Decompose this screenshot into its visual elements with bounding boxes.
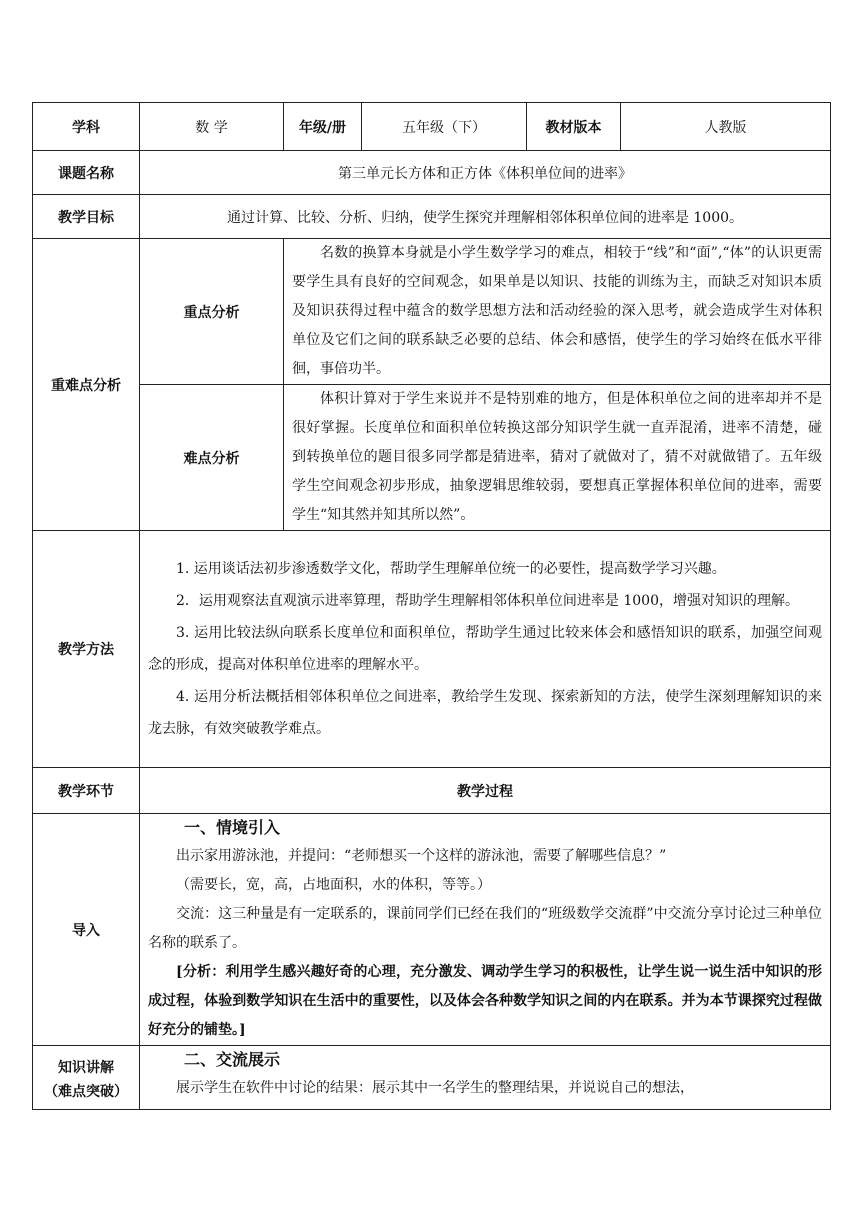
knowledge-paragraph: 展示学生在软件中讨论的结果：展示其中一名学生的整理结果，并说说自己的想法，: [176, 1080, 694, 1096]
edition-value: 人教版: [621, 103, 831, 151]
intro-heading: 一、情境引入: [184, 818, 281, 837]
subject-label: 学科: [33, 103, 140, 151]
intro-paragraph: 交流：这三种量是有一定联系的，课前同学们已经在我们的“班级数学交流群”中交流分享讨论过三种单位名称的联系了。: [148, 906, 822, 951]
knowledge-heading: 二、交流展示: [184, 1050, 281, 1069]
analysis-label: 重难点分析: [33, 239, 140, 531]
key-analysis-label: 重点分析: [140, 239, 284, 385]
difficulty-analysis-text: 体积计算对于学生来说并不是特别难的地方，但是体积单位之间的进率却并不是很好掌握。长度单位和面积单位转换这部分知识学生就一直弄混淆，进率不清楚，碰到转换单位的题目很多同学都是猜进率，猜对了就做对了，猜不对就做错了。五年级学生空间观念初步形成，抽象逻辑思维较弱，要想真正掌握体积单位间的进率，需要学生“知其然并知其所以然”。: [292, 391, 822, 523]
method-item: 2．运用观察法直观演示进率算理，帮助学生理解相邻体积单位间进率是 1000，增强对知识的理解。: [176, 593, 799, 609]
goal-label: 教学目标: [33, 195, 140, 239]
lesson-plan-table: [32, 102, 831, 1110]
subject-value: 数 学: [140, 103, 284, 151]
intro-analysis-note: [分析：利用学生感兴趣好奇的心理，充分激发、调动学生学习的积极性，让学生说一说生活中知识的形成过程，体验到数学知识在生活中的重要性，以及体会各种数学知识之间的内在联系。并为本节课探究过程做好充分的铺垫。]: [148, 964, 822, 1038]
info-row: [33, 103, 831, 151]
knowledge-row: [33, 1046, 831, 1110]
grade-label: 年级/册: [284, 103, 362, 151]
knowledge-sublabel: （难点突破）: [44, 1084, 128, 1100]
intro-label: 导入: [33, 814, 140, 1046]
method-item: 1. 运用谈话法初步渗透数学文化，帮助学生理解单位统一的必要性，提高数学学习兴趣。: [176, 561, 726, 577]
method-item: 3. 运用比较法纵向联系长度单位和面积单位，帮助学生通过比较来体会和感悟知识的联系，加强空间观念的形成，提高对体积单位进率的理解水平。: [148, 625, 822, 673]
key-analysis-text: 名数的换算本身就是小学生数学学习的难点，相较于“线”和“面”,“体”的认识更需要学生具有良好的空间观念，如果单是以知识、技能的训练为主，而缺乏对知识本质及知识获得过程中蕴含的数学思想方法和活动经验的深入思考，就会造成学生对体积单位及它们之间的联系缺乏必要的总结、体会和感悟，使学生的学习始终在低水平徘徊，事倍功半。: [292, 245, 822, 377]
method-label: 教学方法: [33, 531, 140, 768]
stage-header: 教学环节: [33, 768, 140, 814]
grade-value: 五年级（下）: [362, 103, 527, 151]
topic-label: 课题名称: [33, 151, 140, 195]
intro-paragraph: 出示家用游泳池，并提问：“老师想买一个这样的游泳池，需要了解哪些信息？”: [176, 848, 667, 864]
difficulty-analysis-label: 难点分析: [140, 385, 284, 531]
knowledge-label: 知识讲解: [58, 1060, 114, 1076]
intro-row: [33, 814, 831, 1046]
difficulty-analysis-row: [33, 385, 831, 531]
method-item: 4. 运用分析法概括相邻体积单位之间进率，教给学生发现、探索新知的方法，使学生深刻理解知识的来龙去脉，有效突破教学难点。: [148, 689, 822, 737]
process-header: 教学过程: [140, 768, 831, 814]
method-row: [33, 531, 831, 768]
topic-value: 第三单元长方体和正方体《体积单位间的进率》: [140, 151, 831, 195]
lesson-plan-document: [32, 102, 830, 1110]
key-analysis-row: [33, 239, 831, 385]
process-header-row: [33, 768, 831, 814]
topic-row: [33, 151, 831, 195]
goal-value: 通过计算、比较、分析、归纳，使学生探究并理解相邻体积单位间的进率是 1000。: [140, 195, 831, 239]
intro-paragraph: （需要长，宽，高，占地面积，水的体积，等等。）: [176, 877, 491, 893]
goal-row: [33, 195, 831, 239]
edition-label: 教材版本: [527, 103, 621, 151]
